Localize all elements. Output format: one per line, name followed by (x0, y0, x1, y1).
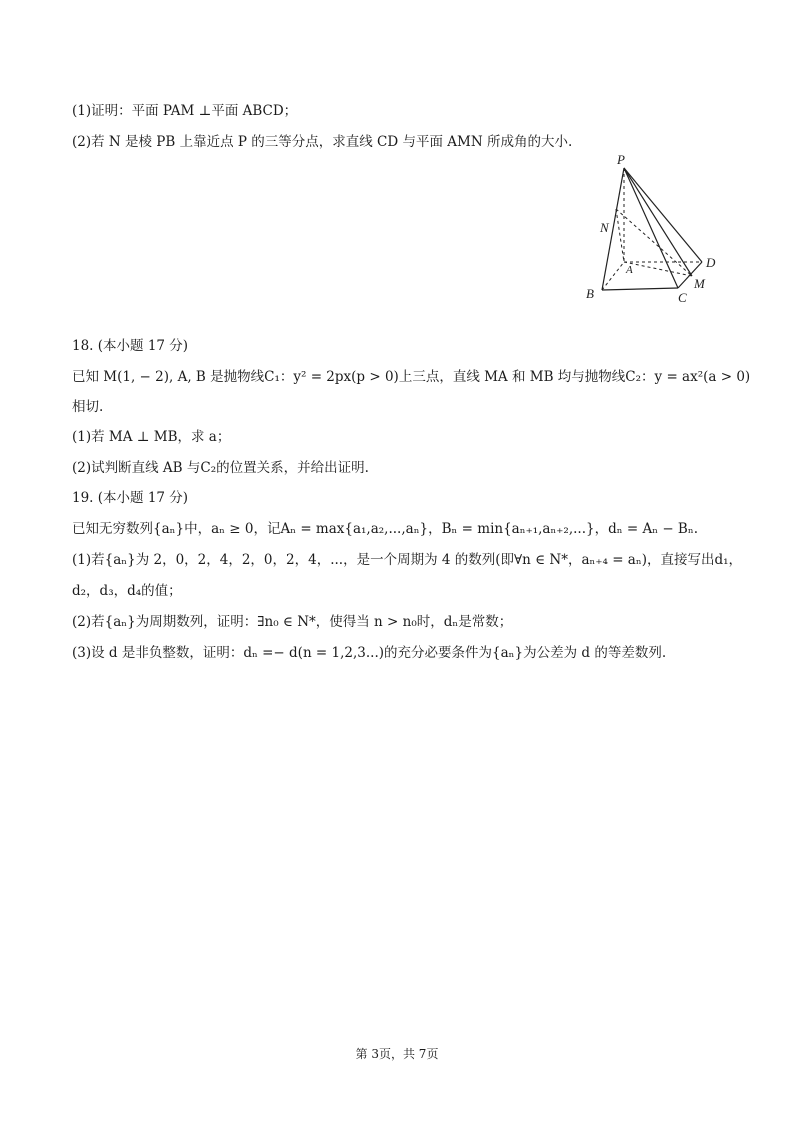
label-a: A (626, 264, 633, 276)
problem19-header: 19. (本小题 17 分) (72, 490, 189, 506)
problem19-part1-line2: d₂，d₃，d₄的值； (72, 583, 182, 599)
edge-pm (624, 168, 692, 276)
problem17-part2: (2)若 N 是棱 PB 上靠近点 P 的三等分点，求直线 CD 与平面 AMN 所成角的大小. (72, 134, 573, 150)
label-c: C (678, 290, 687, 305)
label-p: P (617, 152, 625, 167)
page-footer: 第 3页，共 7页 (355, 1047, 439, 1061)
pyramid-figure (580, 152, 730, 307)
problem18-stem-line2: 相切. (72, 399, 104, 415)
label-m: M (694, 276, 705, 291)
label-b: B (586, 286, 594, 301)
label-d: D (706, 255, 716, 270)
edge-pd (624, 168, 702, 262)
edge-na (616, 209, 624, 262)
problem18-part2: (2)试判断直线 AB 与C₂的位置关系，并给出证明. (72, 460, 369, 476)
problem19-part3: (3)设 d 是非负整数，证明：dₙ =− d(n = 1,2,3...)的充分必要条件为{aₙ}为公差为 d 的等差数列. (72, 645, 667, 661)
problem17-part1: (1)证明：平面 PAM ⊥平面 ABCD； (72, 103, 298, 119)
problem19-stem: 已知无穷数列{aₙ}中，aₙ ≥ 0，记Aₙ = max{a₁,a₂,...,aₙ}，Bₙ = min{aₙ₊₁,aₙ₊₂,...}，dₙ = Aₙ − Bₙ. (72, 521, 698, 537)
edge-am (624, 262, 692, 276)
edge-ba (602, 262, 624, 290)
label-n: N (600, 220, 609, 235)
edge-bc (602, 288, 678, 290)
problem18-header: 18. (本小题 17 分) (72, 338, 189, 354)
problem18-stem-line1: 已知 M(1, − 2), A, B 是抛物线C₁：y² = 2px(p > 0)上三点，直线 MA 和 MB 均与抛物线C₂：y = ax²(a > 0) (72, 369, 751, 385)
problem19-part1-line1: (1)若{aₙ}为 2，0，2，4，2，0，2，4，...，是一个周期为 4 的数列(即∀n ∈ N*，aₙ₊₄ = aₙ)，直接写出d₁， (72, 552, 743, 568)
problem18-part1: (1)若 MA ⊥ MB，求 a； (72, 429, 231, 445)
problem19-part2: (2)若{aₙ}为周期数列，证明：∃n₀ ∈ N*，使得当 n > n₀时，dₙ是常数； (72, 614, 513, 630)
